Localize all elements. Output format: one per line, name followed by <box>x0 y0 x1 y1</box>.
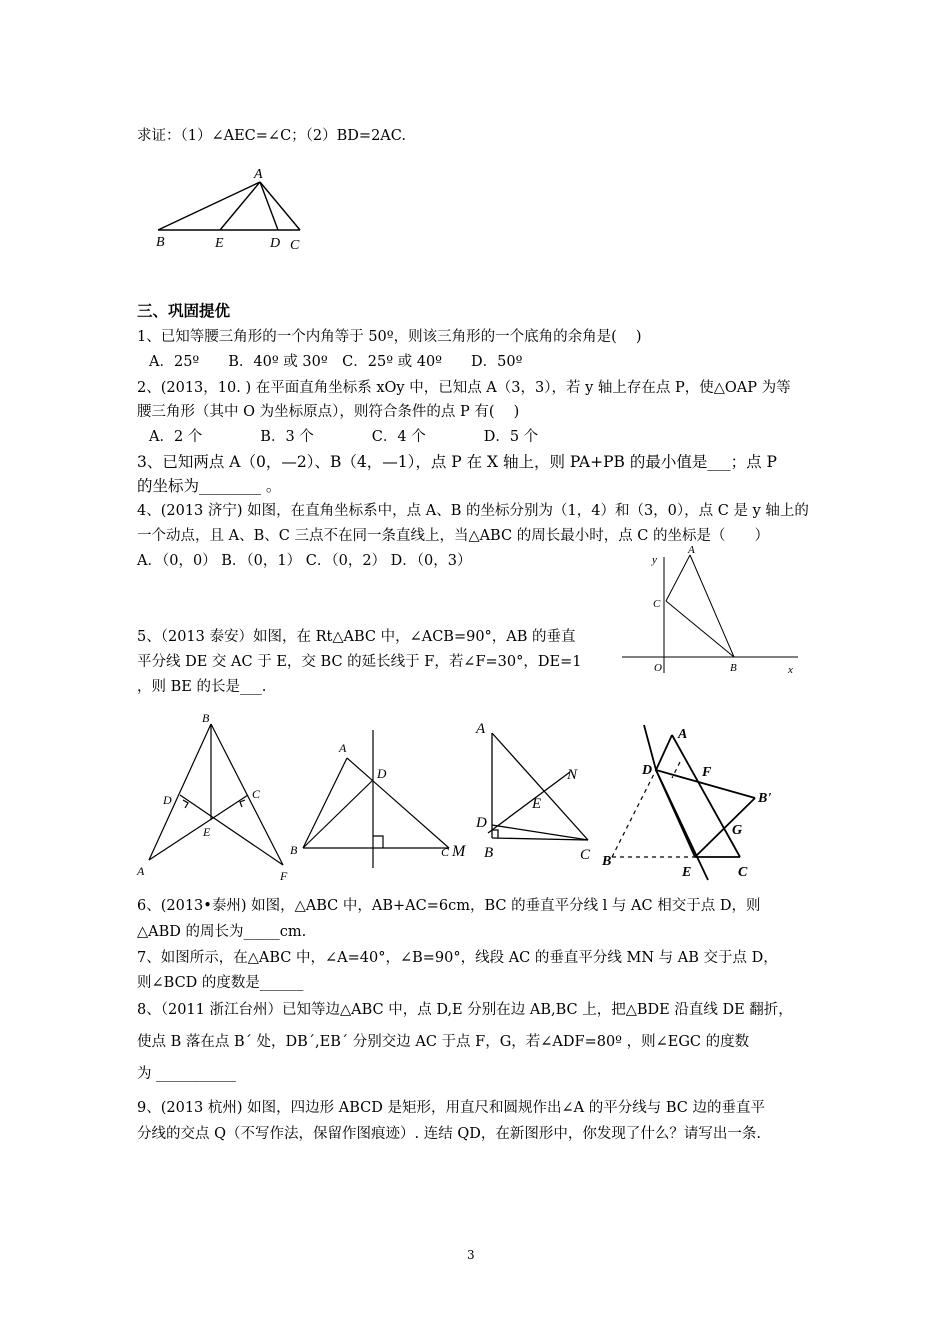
fig8-label-g: G <box>732 823 743 838</box>
fig7-label-e: E <box>532 796 542 812</box>
fig8-label-e: E <box>682 865 692 880</box>
fig6-label-c: C <box>441 845 450 859</box>
fig7-label-d: D <box>476 815 487 831</box>
q2-options: A．2 个 B．3 个 C．4 个 D．5 个 <box>149 429 539 445</box>
coord-label-a: A <box>688 544 695 556</box>
fig8-label-b: B <box>602 854 612 869</box>
fig6-label-a: A <box>339 741 347 755</box>
q8-line1: 8、（2011 浙江台州）已知等边△ABC 中，点 D,E 分别在边 AB,BC 上，把△BDE 沿直线 DE 翻折， <box>137 1002 793 1018</box>
coord-label-c: C <box>653 598 661 610</box>
fig7-label-b: B <box>484 845 494 861</box>
fig6-label-m: M <box>452 843 466 860</box>
fig5-label-e: E <box>203 825 211 839</box>
fig5-label-d: D <box>163 793 172 807</box>
proof-statement: 求证：（1）∠AEC=∠C；（2）BD=2AC. <box>137 128 406 144</box>
q3-line2: 的坐标为________ 。 <box>137 477 282 495</box>
fig5-label-b: B <box>202 711 210 725</box>
fig1-label-a: A <box>254 167 263 182</box>
fig1-label-b: B <box>156 235 165 250</box>
q8-line3: 为 ___________ <box>137 1066 236 1082</box>
q6-line1: 6、(2013•泰州) 如图，△ABC 中，AB+AC=6cm，BC 的垂直平分线 l 与 AC 相交于点 D，则 <box>137 898 761 914</box>
figure-q5 <box>135 710 295 885</box>
fig6-label-d: D <box>377 766 387 781</box>
q7-line1: 7、如图所示，在△ABC 中，∠A=40°，∠B=90°，线段 AC 的垂直平分线 MN 与 AB 交于点 D， <box>137 950 778 966</box>
coord-label-b: B <box>730 662 737 674</box>
figure-q6 <box>285 730 475 870</box>
fig5-label-c: C <box>252 787 261 801</box>
fig8-label-f: F <box>702 765 712 780</box>
section-heading: 三、巩固提优 <box>137 302 231 320</box>
fig5-label-a: A <box>137 864 145 878</box>
q7-line2: 则∠BCD 的度数是______ <box>137 975 304 991</box>
fig5-label-f: F <box>280 869 288 883</box>
coord-label-o: O <box>654 662 662 674</box>
figure-q8 <box>600 720 800 885</box>
q4-options: A．（0，0） B．（0，1） C．（0，2） D．（0，3） <box>137 553 472 569</box>
q4-line1: 4、(2013 济宁) 如图，在直角坐标系中，点 A、B 的坐标分别为（1，4）和（3，0），点 C 是 y 轴上的 <box>137 503 809 519</box>
q8-line2: 使点 B 落在点 B´ 处，DB´,EB´ 分别交边 AC 于点 F，G，若∠ADF=80º ，则∠EGC 的度数 <box>137 1034 750 1050</box>
fig7-label-n: N <box>567 767 578 783</box>
fig8-label-b-prime: B' <box>758 791 772 806</box>
q5-line3: ，则 BE 的长是___. <box>137 679 267 695</box>
fig8-label-c: C <box>738 865 748 880</box>
figure-q7 <box>470 715 620 865</box>
fig1-label-c: C <box>290 238 300 253</box>
figure-coordinate-plane <box>620 545 810 675</box>
q2-line2: 腰三角形（其中 O 为坐标原点），则符合条件的点 P 有( ) <box>137 404 520 420</box>
q5-line2: 平分线 DE 交 AC 于 E，交 BC 的延长线于 F，若∠F=30°，DE=1 <box>137 654 582 670</box>
fig7-label-a: A <box>476 721 486 737</box>
fig7-label-c: C <box>580 847 591 863</box>
fig1-label-d: D <box>270 236 281 251</box>
q2-line1: 2、(2013，10. ) 在平面直角坐标系 xOy 中，已知点 A（3，3），若 y 轴上存在点 P，使△OAP 为等 <box>137 380 791 396</box>
q1-options: A．25º B．40º 或 30º C．25º 或 40º D．50º <box>149 354 523 370</box>
q9-line1: 9、(2013 杭州) 如图，四边形 ABCD 是矩形，用直尺和圆规作出∠A 的平分线与 BC 边的垂直平 <box>137 1100 765 1116</box>
fig8-label-a: A <box>678 727 688 742</box>
coord-label-y: y <box>652 554 657 566</box>
fig8-label-d: D <box>642 763 653 778</box>
fig6-label-b: B <box>290 843 298 857</box>
q9-line2: 分线的交点 Q（不写作法，保留作图痕迹）. 连结 QD，在新图形中，你发现了什么？请写出一条. <box>137 1126 761 1142</box>
page-number: 3 <box>467 1248 475 1262</box>
coord-label-x: x <box>788 664 793 676</box>
q5-line1: 5、（2013 泰安）如图，在 Rt△ABC 中，∠ACB=90°，AB 的垂直 <box>137 629 576 645</box>
fig1-label-e: E <box>215 236 224 251</box>
figure-triangle-abedc <box>150 160 320 260</box>
q6-line2: △ABD 的周长为_____cm. <box>137 924 307 940</box>
q1-stem: 1、已知等腰三角形的一个内角等于 50º，则该三角形的一个底角的余角是( ) <box>137 329 642 345</box>
q4-line2: 一个动点，且 A、B、C 三点不在同一条直线上，当△ABC 的周长最小时，点 C 的坐标是（ ） <box>137 528 769 544</box>
q3-line1: 3、已知两点 A（0，—2）、B（4，—1），点 P 在 X 轴上，则 PA+PB 的最小值是___；点 P <box>137 453 777 471</box>
